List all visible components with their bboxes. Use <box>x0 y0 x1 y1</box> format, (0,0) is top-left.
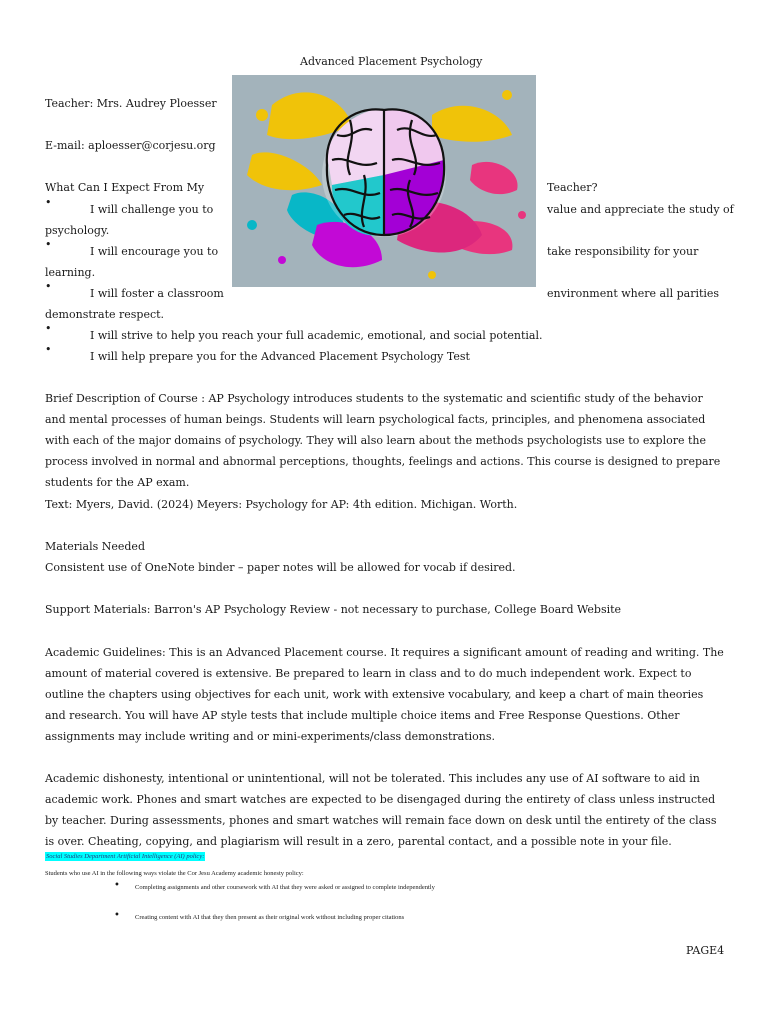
teacher-line: Teacher: Mrs. Audrey Ploesser <box>45 97 217 110</box>
text-citation: Text: Myers, David. (2024) Meyers: Psychology for AP: 4th edition. Michigan. Worth. <box>45 498 518 511</box>
brain-paint-splash-image <box>232 75 536 287</box>
page-title: Advanced Placement Psychology <box>300 55 483 68</box>
ai-policy-heading <box>45 852 205 861</box>
bullet-5-lead: I will help prepare you for the Advanced Placement Psychology Test <box>90 350 470 363</box>
email-line: E-mail: aploesser@corjesu.org <box>45 139 216 152</box>
ai-bullet-dot: • <box>114 880 120 891</box>
support-materials: Support Materials: Barron's AP Psychology Review - not necessary to purchase, College Board Website <box>45 603 622 616</box>
bullet-1-cont: psychology. <box>45 224 110 237</box>
bullet-dot: • <box>45 280 52 293</box>
bullet-1-right: value and appreciate the study of <box>547 203 734 216</box>
ai-policy-heading-text: Social Studies Department Artificial Intelligence (AI) policy: <box>46 853 205 860</box>
bullet-3-lead: I will foster a classroom <box>90 287 224 300</box>
bullet-4-lead: I will strive to help you reach your full academic, emotional, and social potential. <box>90 329 543 342</box>
bullet-3-cont: demonstrate respect. <box>45 308 165 321</box>
academic-dishonesty: Academic dishonesty, intentional or unintentional, will not be tolerated. This includes any use of AI software to aid in academic work. Phones and smart watches are expected to be disengaged during the entirety of class unless instructed by teacher. During assessments, phones and smart watches will remain face down on desk until the entirety of the class is over. Cheating, copying, and plagiarism will result in a zero, parental contact, and a possible note in your file. <box>45 772 717 848</box>
ai-policy-intro: Students who use AI in the following ways violate the Cor Jesu Academy academic honesty policy: <box>45 870 304 877</box>
ai-policy-item-2: Creating content with AI that they then present as their original work without including proper citations <box>135 914 405 921</box>
academic-guidelines: Academic Guidelines: This is an Advanced Placement course. It requires a significant amount of reading and writing. The amount of material covered is extensive. Be prepared to learn in class and to do much independent work. Expect to outline the chapters using objectives for each unit, work with extensive vocabulary, and keep a chart of main theories and research. You will have AP style tests that include multiple choice items and Free Response Questions. Other assignments may include writing and or mini-experiments/class demonstrations. <box>45 646 724 743</box>
materials-heading: Materials Needed <box>45 540 145 553</box>
bullet-1-lead: I will challenge you to <box>90 203 214 216</box>
bullet-2-right: take responsibility for your <box>547 245 699 258</box>
bullet-2-cont: learning. <box>45 266 96 279</box>
bullet-2-lead: I will encourage you to <box>90 245 219 258</box>
bullet-dot: • <box>45 238 52 251</box>
bullet-dot: • <box>45 322 52 335</box>
ai-policy-item-1: Completing assignments and other coursework with AI that they were asked or assigned to complete independently <box>135 884 435 891</box>
expect-heading-left: What Can I Expect From My <box>45 181 205 194</box>
page-number: PAGE4 <box>686 944 725 957</box>
bullet-dot: • <box>45 343 52 356</box>
course-description: Brief Description of Course : AP Psychology introduces students to the systematic and scientific study of the behavior and mental processes of human beings. Students will learn psychological facts, principles, and phenomena associated with each of the major domains of psychology. They will also learn about the methods psychologists use to explore the process involved in normal and abnormal perceptions, thoughts, feelings and actions. This course is designed to prepare students for the AP exam. <box>45 392 721 489</box>
bullet-3-right: environment where all parities <box>547 287 720 300</box>
bullet-dot: • <box>45 196 52 209</box>
materials-body: Consistent use of OneNote binder – paper notes will be allowed for vocab if desired. <box>45 561 516 574</box>
expect-heading-right: Teacher? <box>547 181 598 194</box>
ai-bullet-dot: • <box>114 910 120 921</box>
